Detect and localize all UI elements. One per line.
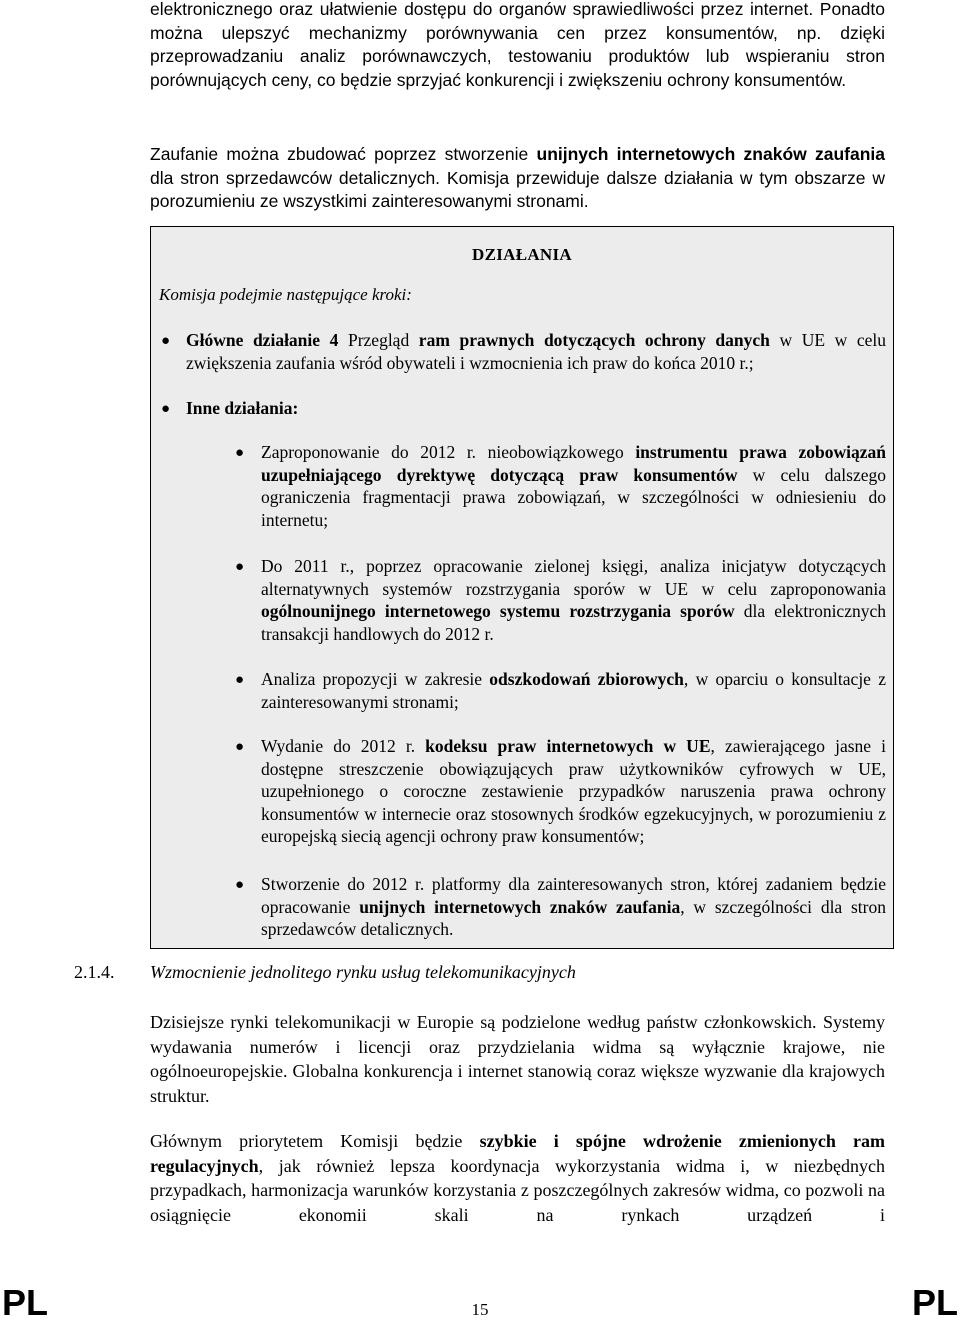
trust-text-1: Zaufanie można zbudować poprzez stworzenie (150, 144, 537, 164)
action-item: Do 2011 r., poprzez opracowanie zielonej księgi, analiza inicjatyw dotyczących alternatywnych systemów rozstrzygania sporów w UE w celu zaproponowania ogólnounijnego internetowego systemu rozstrzygania sporów dla elektronicznych transakcji handlowych do 2012 r. (261, 556, 886, 644)
other-actions-label: Inne działania: (186, 398, 299, 418)
bullet-icon: ● (235, 877, 245, 893)
footer-language-left: PL (2, 1282, 49, 1323)
bullet-icon: ● (235, 559, 245, 575)
bullet-icon: ● (235, 445, 245, 461)
section-number: 2.1.4. (74, 962, 115, 982)
action-item: Analiza propozycji w zakresie odszkodowań zbiorowych, w oparciu o konsultacje z zainteresowanymi stronami; (261, 669, 886, 712)
section-title: Wzmocnienie jednolitego rynku usług telekomunikacyjnych (150, 962, 576, 982)
key-action-label: Główne działanie 4 (186, 330, 339, 350)
trust-bold-1: unijnych internetowych znaków zaufania (536, 144, 885, 164)
section-heading (74, 962, 576, 983)
bullet-icon: ● (161, 333, 171, 349)
key-action-item: Główne działanie 4 Przegląd ram prawnych dotyczących ochrony danych w UE w celu zwiększenia zaufania wśród obywateli i wzmocnienia ich praw do końca 2010 r.; (186, 330, 886, 373)
footer-language-right: PL (911, 1282, 958, 1323)
intro-text: elektronicznego oraz ułatwienie dostępu do organów sprawiedliwości przez internet. Ponadto można ulepszyć mechanizmy porównywania cen przez konsumentów, np. dzięki przeprowadzaniu analiz porównawczych, testowaniu produktów lub wspieraniu stron porównujących ceny, co będzie sprzyjać konkurencji i zwiększeniu ochrony konsumentów. (150, 0, 885, 90)
action-item: Stworzenie do 2012 r. platformy dla zainteresowanych stron, której zadaniem będzie opracowanie unijnych internetowych znaków zaufania, w szczególności dla stron sprzedawców detalicznych. (261, 874, 886, 939)
bullet-icon: ● (161, 401, 171, 417)
bullet-icon: ● (235, 672, 245, 688)
trust-text-2: dla stron sprzedawców detalicznych. Komisja przewiduje dalsze działania w tym obszarze w porozumieniu ze wszystkimi zainteresowanymi stronami. (150, 167, 885, 211)
bullet-icon: ● (235, 739, 245, 755)
actions-box-title: DZIAŁANIA (472, 245, 572, 264)
action-item: Zaproponowanie do 2012 r. nieobowiązkowego instrumentu prawa zobowiązań uzupełniającego dyrektywę dotyczącą praw konsumentów w celu dalszego ograniczenia fragmentacji prawa zobowiązań, w szczególności w odniesieniu do internetu; (261, 442, 886, 530)
actions-box (150, 226, 894, 949)
page-number: 15 (471, 1300, 489, 1319)
action-item: Wydanie do 2012 r. kodeksu praw internetowych w UE, zawierającego jasne i dostępne streszczenie obowiązujących praw użytkowników cyfrowych w UE, uzupełnionego o coroczne zestawienie przypadków naruszenia prawa ochrony konsumentów w internecie oraz stosownych środków egzekucyjnych, w porozumieniu z europejską siecią agencji ochrony praw konsumentów; (261, 736, 886, 846)
intro-paragraph (150, 0, 885, 92)
trust-paragraph (150, 143, 885, 214)
telecom-text: Dzisiejsze rynki telekomunikacji w Europie są podzielone według państw członkowskich. Systemy wydawania numerów i licencji oraz przydzielania widma są wyłącznie krajowe, nie ogólnoeuropejskie. Globalna konkurencja i internet stanowią coraz większe wyzwanie dla krajowych struktur. (150, 1012, 885, 1106)
priority-paragraph: Głównym priorytetem Komisji będzie szybkie i spójne wdrożenie zmienionych ram regulacyjnych, jak również lepsza koordynacja wykorzystania widma i, w niezbędnych przypadkach, harmonizacja warunków korzystania z poszczególnych zakresów widma, co pozwoli na osiągnięcie ekonomii skali na rynkach urządzeń i (150, 1131, 886, 1225)
telecom-paragraph (150, 1010, 885, 1108)
actions-box-intro: Komisja podejmie następujące kroki: (159, 285, 412, 304)
